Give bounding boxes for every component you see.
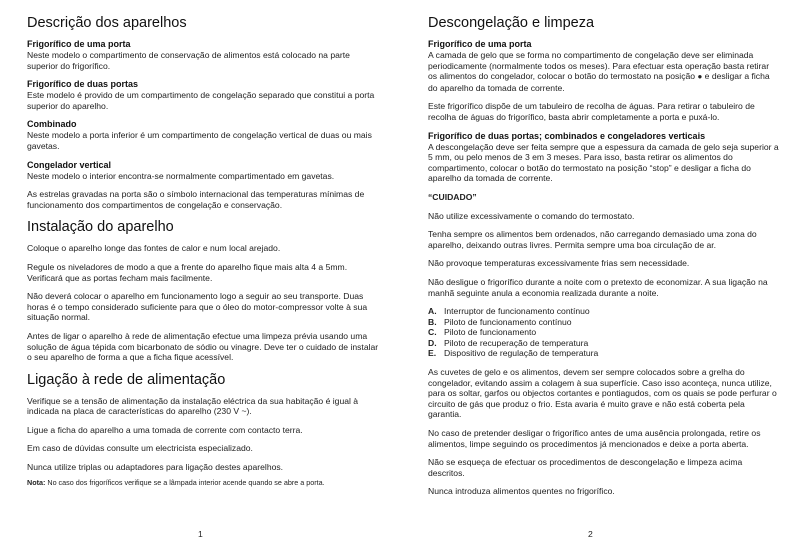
one-door-text-b: e desligar a ficha do aparelho da tomada de corrente. [428, 71, 770, 93]
stars-text: As estrelas gravadas na porta são o símbolo internacional das temperaturas mínimas de funcionamento dos compartimentos de congelação e conservação. [27, 189, 365, 210]
thermostat-dot-icon: ● [697, 72, 703, 82]
caution-para: Não desligue o frigorífico durante a noite com o pretexto de economizar. A sua ligação na manhã seguinte anula a economia realizada durante a noite. [428, 276, 768, 298]
note-text: No caso dos frigoríficos verifique se a lâmpada interior acende quando se abre a porta. [45, 477, 325, 487]
power-para: Em caso de dúvidas consulte um electricista especializado. [27, 443, 253, 454]
note-label: Nota: [27, 477, 46, 487]
page-number: 2 [588, 529, 593, 539]
caution-title: “CUIDADO” [428, 191, 477, 202]
desc-two-door [27, 79, 380, 111]
desc-text: Neste modelo o compartimento de conservação de alimentos está colocado na parte superior do frigorífico. [27, 50, 350, 71]
legend-text: Dispositivo de regulação de temperatura [444, 348, 599, 359]
legend-item [428, 338, 780, 349]
legend-text: Interruptor de funcionamento contínuo [444, 306, 590, 317]
defrost-two-door [428, 131, 780, 184]
power-para: Verifique se a tensão de alimentação da instalação eléctrica da sua habitação é igual à indicada na placa de características do aparelho (230 V ~). [27, 395, 359, 417]
defrost-title: Descongelação e limpeza [428, 15, 595, 31]
two-door-heading: Frigorífico de duas portas; combinados e congeladores verticais [428, 130, 706, 141]
lamp-note [27, 478, 380, 487]
desc-vertical-freezer [27, 160, 380, 182]
legend-text: Piloto de funcionamento [444, 327, 537, 338]
legend-key: E. [428, 348, 437, 359]
one-door-text [428, 50, 780, 93]
caution-para: Não utilize excessivamente o comando do termostato. [428, 210, 635, 221]
tray-text: Este frigorífico dispõe de um tabuleiro de recolha de águas. Para retirar o tabuleiro de recolha de águas do frigorífico, basta abrir completamente a porta e puxá-lo. [428, 101, 755, 122]
legend-item [428, 317, 780, 328]
legend-key: D. [428, 337, 437, 348]
caution-para: Não provoque temperaturas excessivamente frias sem necessidade. [428, 258, 690, 269]
description-title: Descrição dos aparelhos [27, 15, 187, 31]
desc-one-door [27, 39, 380, 71]
closing-para: No caso de pretender desligar o frigorífico antes de uma ausência prolongada, retire os alimentos, limpe seguindo os procedimentos já mencionados e deixe a porta aberta. [428, 428, 761, 449]
desc-text: Neste modelo o interior encontra-se normalmente compartimentado em gavetas. [27, 170, 335, 181]
power-para: Nunca utilize triplas ou adaptadores para ligação destes aparelhos. [27, 462, 284, 473]
legend-text: Piloto de recuperação de temperatura [444, 337, 589, 348]
desc-text: Este modelo é provido de um compartimento de congelação separado que constitui a porta superior do aparelho. [27, 90, 375, 111]
install-title: Instalação do aparelho [27, 219, 174, 236]
two-door-text: A descongelação deve ser feita sempre que a espessura da camada de gelo seja superior a 5 mm, ou pelo menos de 3 em 3 meses. Para isso, basta retirar os alimentos do compartimento, colocar o botão do termostato na posição “stop” e desligar a ficha do aparelho da tomada de corrente. [428, 141, 779, 184]
defrost-one-door [428, 39, 780, 93]
legend-item [428, 327, 780, 338]
desc-heading: Combinado [27, 119, 77, 130]
desc-combined [27, 119, 380, 151]
closing-para: Não se esqueça de efectuar os procedimentos de descongelação e limpeza acima descritos. [428, 457, 743, 478]
legend-text: Piloto de funcionamento contínuo [444, 316, 572, 327]
legend-item [428, 306, 780, 317]
one-door-text-a: A camada de gelo que se forma no compartimento de congelação deve ser eliminada periodicamente (normalmente todos os meses). Para efectuar esta operação basta retirar os alimentos do congelador, colocar o botão do termostato na posição [428, 50, 770, 82]
install-para: Coloque o aparelho longe das fontes de calor e num local arejado. [27, 243, 281, 254]
controls-legend [428, 306, 780, 359]
closing-para: Nunca introduza alimentos quentes no frigorífico. [428, 486, 615, 497]
legend-item [428, 348, 780, 359]
legend-key: B. [428, 316, 437, 327]
legend-key: A. [428, 306, 437, 317]
one-door-heading: Frigorífico de uma porta [428, 39, 532, 49]
desc-heading: Congelador vertical [27, 159, 112, 170]
desc-heading: Frigorífico de uma porta [27, 39, 131, 49]
caution-para: Tenha sempre os alimentos bem ordenados, não carregando demasiado uma zona do aparelho, deixando outras livres. Permita sempre uma boa circulação de ar. [428, 229, 757, 250]
power-para: Ligue a ficha do aparelho a uma tomada de corrente com contacto terra. [27, 424, 303, 435]
right-page [404, 0, 808, 557]
legend-key: C. [428, 327, 437, 338]
install-para: Não deverá colocar o aparelho em funcionamento logo a seguir ao seu transporte. Duas horas é o tempo considerado suficiente para que o óleo do motor-compressor volte à sua situação normal. [27, 291, 368, 323]
power-title: Ligação à rede de alimentação [27, 371, 226, 388]
desc-text: Neste modelo a porta inferior é um compartimento de congelação vertical de duas ou mais gavetas. [27, 130, 372, 151]
install-para: Antes de ligar o aparelho à rede de alimentação efectue uma limpeza prévia usando uma solução de água tépida com bicarbonato de sódio ou vinagre. Deve ter o cuidado de instalar o seu aparelho de forma a que a ficha fique acessível. [27, 330, 379, 363]
desc-heading: Frigorífico de duas portas [27, 79, 139, 90]
page-number: 1 [198, 529, 203, 539]
closing-para: As cuvetes de gelo e os alimentos, devem ser sempre colocados sobre a grelha do congelador, evitando assim a colagem à sua superfície. Caso isso aconteça, nunca utilize, para os soltar, garfos ou objectos cortantes e pontiagudos, com os quais se pode perfurar o circuito de gás que produz o frio. Esta avaria é muito grave e não está coberta pela garantia. [428, 367, 777, 420]
install-para: Regule os niveladores de modo a que a frente do aparelho fique mais alta 4 a 5mm. Verificará que as portas fecham mais facilmente. [27, 261, 348, 283]
